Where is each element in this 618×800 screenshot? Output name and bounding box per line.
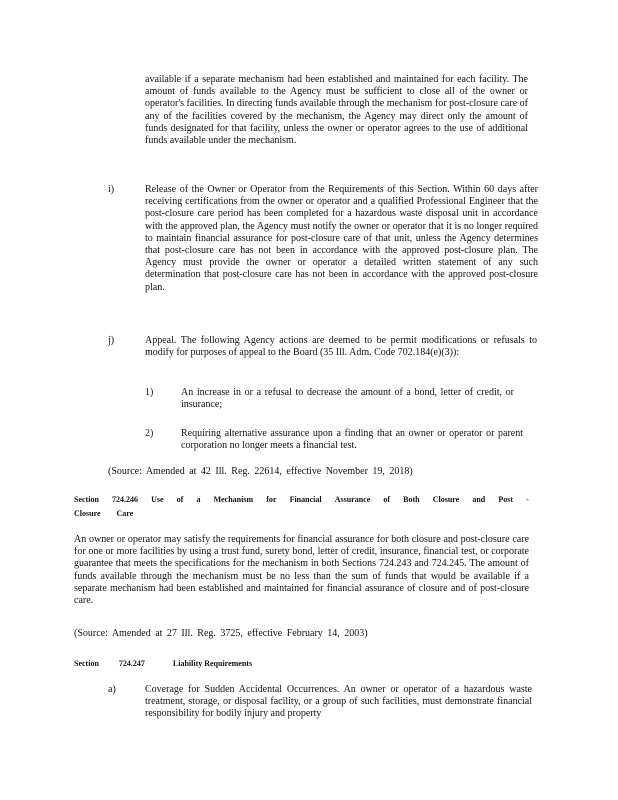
item-j-paragraph: Appeal. The following Agency actions are deemed to be permit modifications or refusals to modify for purposes of appeal to the Board (35 Ill. Adm. Code 702.184(e)(3)): <box>145 335 537 359</box>
section-246-title-line2-w1: Closure <box>74 509 101 518</box>
section-247-title: Liability Requirements <box>172 659 253 668</box>
section-246-heading <box>74 493 529 521</box>
section-246-title-w12: Post <box>498 495 514 504</box>
section-246-title-w10: Closure <box>432 495 460 504</box>
item-a-paragraph: Coverage for Sudden Accidental Occurrences. An owner or operator of a hazardous waste treatment, storage, or disposal facility, or a group of such facilities, must demonstrate financial responsibility for bodily injury and property <box>145 684 532 720</box>
section-246-title-w3: a <box>196 495 201 504</box>
item-j-label: j) <box>108 335 115 346</box>
section-246-title-w2: of <box>176 495 184 504</box>
item-j-sub-2-label: 2) <box>145 428 154 439</box>
intro-continued-paragraph: available if a separate mechanism had been established and maintained for each facility. The amount of funds available to the Agency must be sufficient to close all of the owner or operator's facilities. In directing funds available through the mechanism for post-closure care of any of the facilities covered by the mechanism, the Agency may direct only the amount of funds designated for that facility, unless the owner or operator agrees to the use of additional funds available under the mechanism. <box>145 74 528 147</box>
item-j-sub-1-paragraph: An increase in or a refusal to decrease the amount of a bond, letter of credit, or insurance; <box>181 387 514 411</box>
item-i-label: i) <box>108 184 115 195</box>
section-246-title-w7: Assurance <box>334 495 371 504</box>
section-246-title-w5: for <box>266 495 277 504</box>
item-a-label: a) <box>108 684 116 695</box>
item-i-paragraph: Release of the Owner or Operator from the Requirements of this Section. Within 60 days after receiving certifications from the owner or operator and a qualified Professional Engineer that the post-closure care period has been completed for a hazardous waste disposal unit in accordance with the approved plan, the Agency must notify the owner or operator that it is no longer required to maintain financial assurance for post-closure care of that unit, unless the Agency determines that post-closure care has not been in accordance with the approved post-closure plan. The Agency must provide the owner or operator a detailed written statement of any such determination that post-closure care has not been in accordance with the approved post-closure plan. <box>145 184 538 293</box>
section-246-number: 724.246 <box>112 495 138 504</box>
section-247-number: 724.247 <box>118 659 145 668</box>
item-j-sub-2-paragraph: Requiring alternative assurance upon a finding that an owner or operator or parent corporation no longer meets a financial test. <box>181 428 523 452</box>
section-246-title-line2-w2: Care <box>116 509 134 518</box>
section-247-heading <box>74 657 252 671</box>
section-246-title-w9: Both <box>403 495 420 504</box>
item-j-sub-1-label: 1) <box>145 387 154 398</box>
section-246-title-w11: and <box>472 495 486 504</box>
section-246-title-w13: - <box>526 495 529 504</box>
source-note-1: (Source: Amended at 42 Ill. Reg. 22614, effective November 19, 2018) <box>108 466 413 477</box>
section-246-title-w4: Mechanism <box>213 495 254 504</box>
source-note-2: (Source: Amended at 27 Ill. Reg. 3725, effective February 14, 2003) <box>74 628 368 639</box>
section-247-word: Section <box>74 659 99 668</box>
section-246-title-w8: of <box>383 495 391 504</box>
section-246-body: An owner or operator may satisfy the requirements for financial assurance for both closure and post-closure care for one or more facilities by using a trust fund, surety bond, letter of credit, insurance, financial test, or corporate guarantee that meets the specifications for the mechanism in both Sections 724.243 and 724.245. The amount of funds available through the mechanism must be no less than the sum of funds that would be available if a separate mechanism had been established and maintained for financial assurance of closure and of post-closure care. <box>74 534 529 607</box>
section-246-title-w1: Use <box>151 495 164 504</box>
section-246-title-w6: Financial <box>289 495 322 504</box>
section-246-word: Section <box>74 495 99 504</box>
